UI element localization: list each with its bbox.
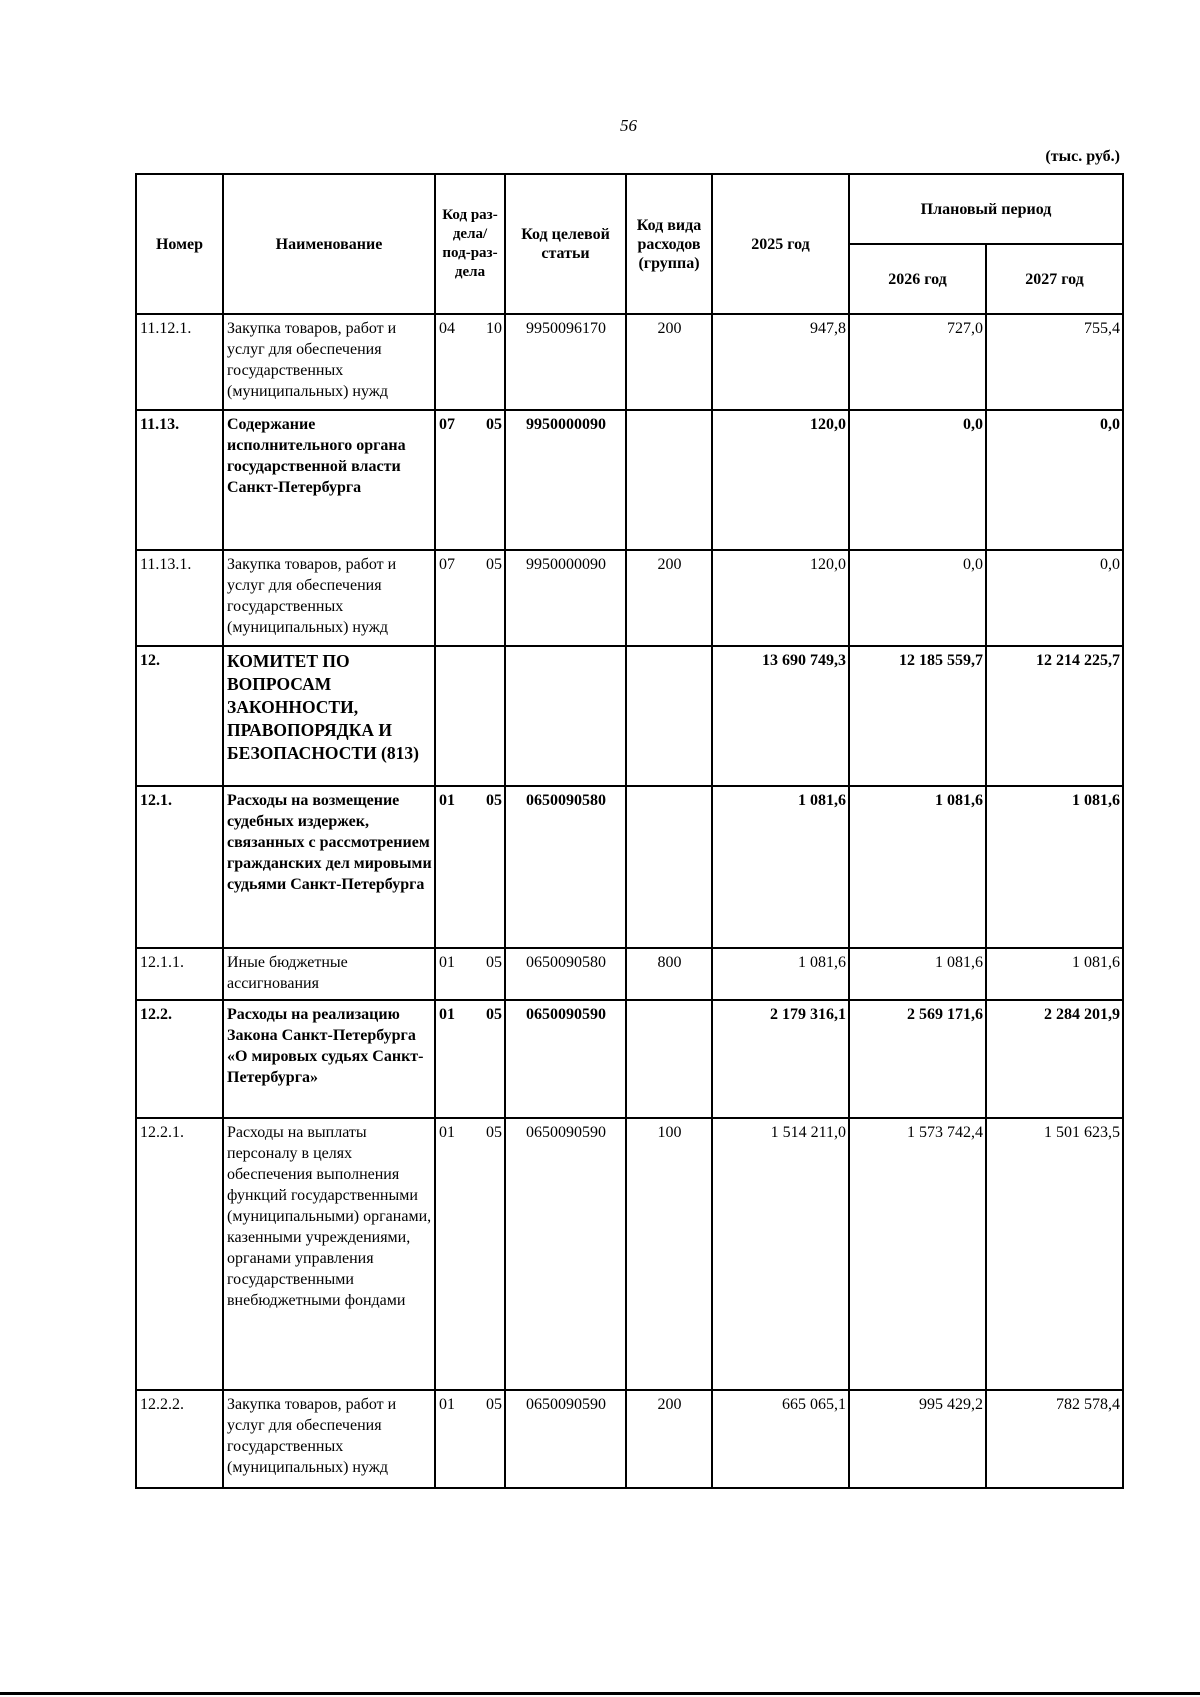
row-value-2025: 2 179 316,1 (712, 1000, 849, 1118)
row-value-2026: 2 569 171,6 (849, 1000, 986, 1118)
header-year-2027: 2027 год (986, 244, 1123, 314)
row-expense-group: 200 (626, 314, 712, 410)
row-value-2026: 1 081,6 (849, 786, 986, 948)
row-value-2025: 665 065,1 (712, 1390, 849, 1488)
row-value-2027: 2 284 201,9 (986, 1000, 1123, 1118)
row-number: 12.1. (136, 786, 223, 948)
row-value-2025: 1 081,6 (712, 786, 849, 948)
table-row (136, 948, 1123, 1000)
row-value-2026: 0,0 (849, 410, 986, 550)
table-row (136, 646, 1123, 786)
row-number: 11.12.1. (136, 314, 223, 410)
row-number: 12.2. (136, 1000, 223, 1118)
row-name: Закупка товаров, работ и услуг для обеспечения государственных (муниципальных) нужд (223, 550, 435, 646)
row-section-code (435, 786, 505, 948)
row-value-2025: 120,0 (712, 410, 849, 550)
subsection-code: 05 (486, 1006, 502, 1023)
row-expense-group (626, 410, 712, 550)
header-expense-group: Код вида расходов (группа) (626, 174, 712, 314)
row-target-code: 0650090590 (505, 1390, 626, 1488)
row-section-code (435, 646, 505, 786)
row-value-2026: 995 429,2 (849, 1390, 986, 1488)
table-row (136, 786, 1123, 948)
header-name: Наименование (223, 174, 435, 314)
row-value-2027: 1 081,6 (986, 948, 1123, 1000)
page-bottom-border (0, 1692, 1200, 1695)
row-value-2026: 727,0 (849, 314, 986, 410)
page-number: 56 (620, 116, 637, 135)
section-code: 01 (439, 954, 455, 971)
row-expense-group (626, 786, 712, 948)
row-value-2027: 782 578,4 (986, 1390, 1123, 1488)
row-target-code: 9950000090 (505, 410, 626, 550)
section-code: 01 (439, 1006, 455, 1023)
row-target-code: 0650090590 (505, 1118, 626, 1390)
row-value-2025: 1 081,6 (712, 948, 849, 1000)
subsection-code: 05 (486, 792, 502, 809)
row-section-code (435, 1118, 505, 1390)
row-name: КОМИТЕТ ПО ВОПРОСАМ ЗАКОННОСТИ, ПРАВОПОРЯДКА И БЕЗОПАСНОСТИ (813) (223, 646, 435, 786)
header-number: Номер (136, 174, 223, 314)
row-expense-group (626, 646, 712, 786)
row-value-2027: 755,4 (986, 314, 1123, 410)
subsection-code: 05 (486, 556, 502, 573)
table-row (136, 1000, 1123, 1118)
section-code: 07 (439, 416, 455, 433)
row-number: 12.2.2. (136, 1390, 223, 1488)
row-target-code: 0650090580 (505, 948, 626, 1000)
row-section-code (435, 410, 505, 550)
row-value-2027: 0,0 (986, 410, 1123, 550)
row-name: Расходы на выплаты персоналу в целях обеспечения выполнения функций государственными (муниципальными) органами, казенными учреждениями, органами управления государственными внебюджетными фондами (223, 1118, 435, 1390)
row-target-code (505, 646, 626, 786)
table-row (136, 550, 1123, 646)
row-name: Расходы на возмещение судебных издержек, связанных с рассмотрением гражданских дел мировыми судьями Санкт-Петербурга (223, 786, 435, 948)
row-target-code: 9950000090 (505, 550, 626, 646)
section-code: 01 (439, 1396, 455, 1413)
section-code: 01 (439, 1124, 455, 1141)
row-name: Содержание исполнительного органа государственной власти Санкт-Петербурга (223, 410, 435, 550)
section-code: 07 (439, 556, 455, 573)
table-body (136, 314, 1123, 1488)
subsection-code: 05 (486, 954, 502, 971)
budget-table (135, 173, 1124, 1489)
row-section-code (435, 948, 505, 1000)
row-value-2025: 947,8 (712, 314, 849, 410)
table-row (136, 410, 1123, 550)
row-expense-group: 200 (626, 1390, 712, 1488)
row-expense-group: 100 (626, 1118, 712, 1390)
header-target-code: Код целевой статьи (505, 174, 626, 314)
row-value-2025: 13 690 749,3 (712, 646, 849, 786)
header-section-code: Код раз-дела/ под-раз-дела (435, 174, 505, 314)
subsection-code: 10 (486, 320, 502, 337)
header-plan-period: Плановый период (849, 174, 1123, 244)
row-section-code (435, 314, 505, 410)
row-target-code: 0650090580 (505, 786, 626, 948)
section-code: 01 (439, 792, 455, 809)
section-code: 04 (439, 320, 455, 337)
header-year-2026: 2026 год (849, 244, 986, 314)
row-name: Закупка товаров, работ и услуг для обеспечения государственных (муниципальных) нужд (223, 314, 435, 410)
row-number: 11.13.1. (136, 550, 223, 646)
row-section-code (435, 1000, 505, 1118)
row-expense-group (626, 1000, 712, 1118)
row-value-2027: 12 214 225,7 (986, 646, 1123, 786)
row-expense-group: 800 (626, 948, 712, 1000)
row-value-2027: 0,0 (986, 550, 1123, 646)
row-name: Расходы на реализацию Закона Санкт-Петербурга «О мировых судьях Санкт-Петербурга» (223, 1000, 435, 1118)
row-section-code (435, 1390, 505, 1488)
table-row (136, 1118, 1123, 1390)
header-year-2025: 2025 год (712, 174, 849, 314)
table-row (136, 314, 1123, 410)
row-number: 12. (136, 646, 223, 786)
row-value-2026: 0,0 (849, 550, 986, 646)
row-expense-group: 200 (626, 550, 712, 646)
row-section-code (435, 550, 505, 646)
table-row (136, 1390, 1123, 1488)
row-target-code: 9950096170 (505, 314, 626, 410)
row-value-2026: 1 573 742,4 (849, 1118, 986, 1390)
row-name: Закупка товаров, работ и услуг для обеспечения государственных (муниципальных) нужд (223, 1390, 435, 1488)
row-value-2025: 120,0 (712, 550, 849, 646)
subsection-code: 05 (486, 1124, 502, 1141)
subsection-code: 05 (486, 416, 502, 433)
row-number: 12.1.1. (136, 948, 223, 1000)
row-name: Иные бюджетные ассигнования (223, 948, 435, 1000)
subsection-code: 05 (486, 1396, 502, 1413)
row-value-2026: 1 081,6 (849, 948, 986, 1000)
row-value-2027: 1 501 623,5 (986, 1118, 1123, 1390)
row-value-2027: 1 081,6 (986, 786, 1123, 948)
unit-label: (тыс. руб.) (1045, 148, 1120, 165)
row-number: 12.2.1. (136, 1118, 223, 1390)
row-number: 11.13. (136, 410, 223, 550)
row-value-2026: 12 185 559,7 (849, 646, 986, 786)
row-value-2025: 1 514 211,0 (712, 1118, 849, 1390)
row-target-code: 0650090590 (505, 1000, 626, 1118)
